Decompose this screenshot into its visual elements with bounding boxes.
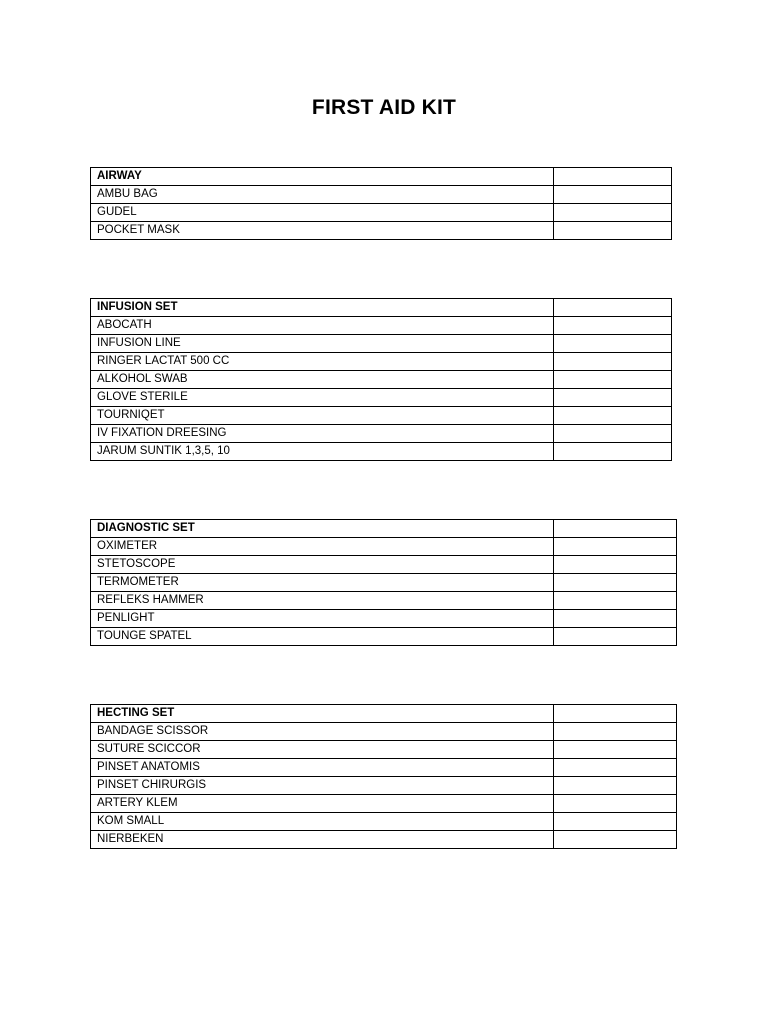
table-row [91,222,672,240]
table-row [91,574,677,592]
table-row [91,813,677,831]
check-cell[interactable] [554,335,672,353]
document-title: FIRST AID KIT [311,96,457,119]
table-row [91,371,672,389]
table-row [91,628,677,646]
table-row [91,759,677,777]
item-name: PINSET ANATOMIS [91,759,554,777]
check-cell[interactable] [554,317,672,335]
item-name: NIERBEKEN [91,831,554,849]
check-cell[interactable] [554,705,677,723]
check-cell[interactable] [554,759,677,777]
check-cell[interactable] [554,628,677,646]
table-row [91,407,672,425]
check-cell[interactable] [554,371,672,389]
item-name: STETOSCOPE [91,556,554,574]
table-row [91,335,672,353]
check-cell[interactable] [554,389,672,407]
check-cell[interactable] [554,186,672,204]
table-row [91,795,677,813]
item-name: POCKET MASK [91,222,554,240]
table-row [91,538,677,556]
check-cell[interactable] [554,168,672,186]
item-name: JARUM SUNTIK 1,3,5, 10 [91,443,554,461]
table-row [91,353,672,371]
section-header-diagnostic: DIAGNOSTIC SET [91,520,554,538]
section-header-hecting: HECTING SET [91,705,554,723]
item-name: ABOCATH [91,317,554,335]
item-name: REFLEKS HAMMER [91,592,554,610]
item-name: INFUSION LINE [91,335,554,353]
item-name: KOM SMALL [91,813,554,831]
item-name: GUDEL [91,204,554,222]
check-cell[interactable] [554,299,672,317]
airway-table [90,167,672,240]
item-name: IV FIXATION DREESING [91,425,554,443]
item-name: RINGER LACTAT 500 CC [91,353,554,371]
check-cell[interactable] [554,520,677,538]
item-name: GLOVE STERILE [91,389,554,407]
check-cell[interactable] [554,795,677,813]
table-row [91,556,677,574]
check-cell[interactable] [554,777,677,795]
check-cell[interactable] [554,813,677,831]
item-name: TOURNIQET [91,407,554,425]
check-cell[interactable] [554,610,677,628]
check-cell[interactable] [554,556,677,574]
check-cell[interactable] [554,592,677,610]
table-row [91,186,672,204]
table-row [91,723,677,741]
check-cell[interactable] [554,222,672,240]
table-header-row [91,520,677,538]
table-row [91,592,677,610]
table-header-row [91,705,677,723]
table-row [91,425,672,443]
infusion-set-table [90,298,672,461]
check-cell[interactable] [554,574,677,592]
section-header-airway: AIRWAY [91,168,554,186]
check-cell[interactable] [554,353,672,371]
table-row [91,777,677,795]
item-name: SUTURE SCICCOR [91,741,554,759]
table-header-row [91,299,672,317]
item-name: ARTERY KLEM [91,795,554,813]
check-cell[interactable] [554,425,672,443]
check-cell[interactable] [554,831,677,849]
diagnostic-set-table [90,519,677,646]
item-name: PINSET CHIRURGIS [91,777,554,795]
check-cell[interactable] [554,723,677,741]
check-cell[interactable] [554,443,672,461]
item-name: OXIMETER [91,538,554,556]
check-cell[interactable] [554,407,672,425]
table-row [91,831,677,849]
item-name: AMBU BAG [91,186,554,204]
check-cell[interactable] [554,741,677,759]
item-name: BANDAGE SCISSOR [91,723,554,741]
item-name: TOUNGE SPATEL [91,628,554,646]
table-row [91,610,677,628]
table-header-row [91,168,672,186]
hecting-set-table [90,704,677,849]
table-row [91,389,672,407]
table-row [91,317,672,335]
check-cell[interactable] [554,204,672,222]
item-name: PENLIGHT [91,610,554,628]
check-cell[interactable] [554,538,677,556]
item-name: ALKOHOL SWAB [91,371,554,389]
table-row [91,204,672,222]
table-row [91,741,677,759]
section-header-infusion: INFUSION SET [91,299,554,317]
table-row [91,443,672,461]
item-name: TERMOMETER [91,574,554,592]
